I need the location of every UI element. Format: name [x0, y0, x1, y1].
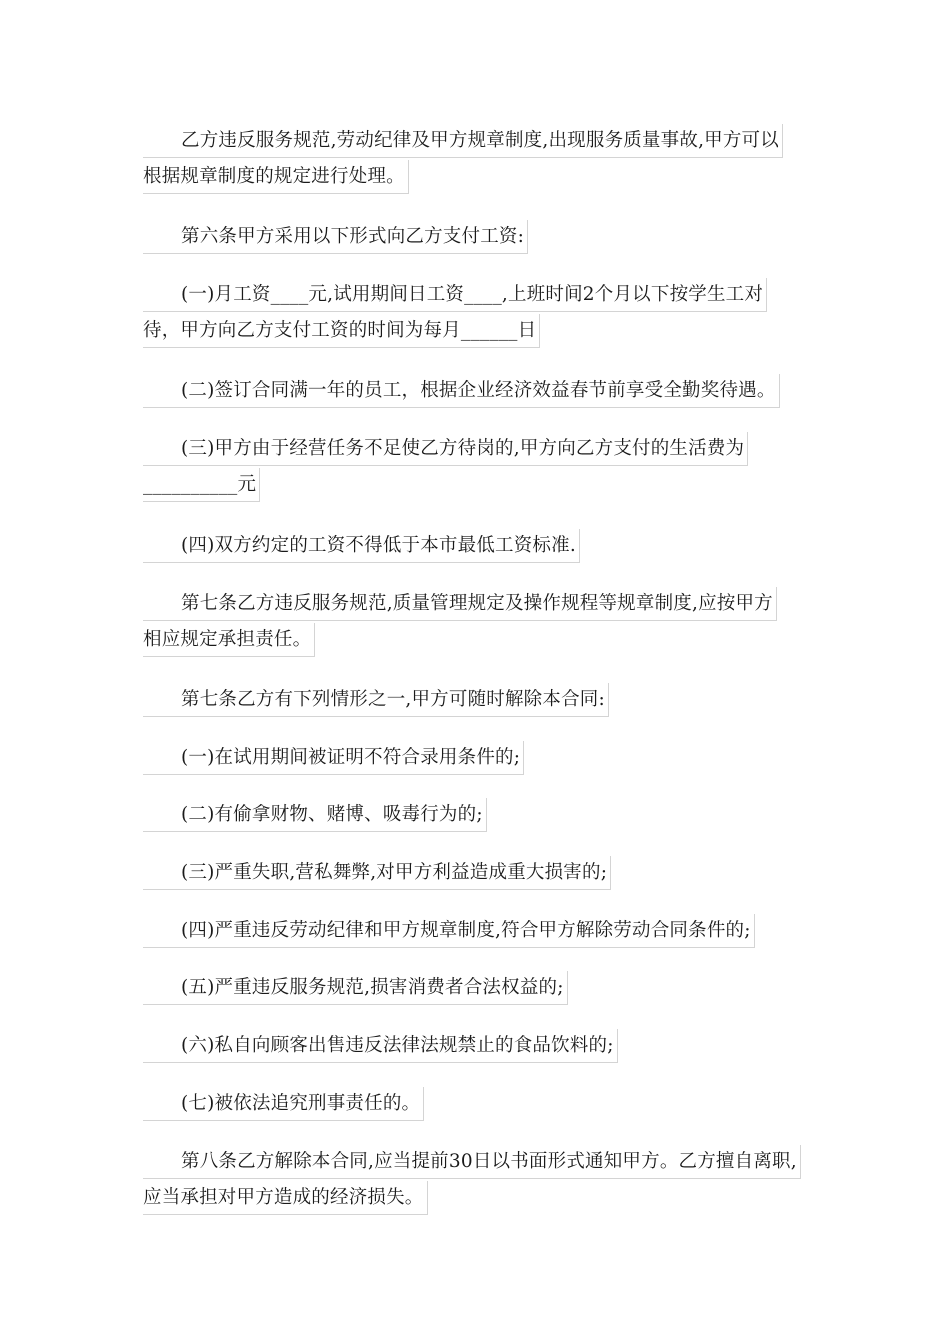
- paragraph-line: (一)在试用期间被证明不符合录用条件的;: [143, 741, 524, 775]
- paragraph-item-4: [143, 913, 813, 949]
- paragraph-item-7: [143, 1086, 813, 1122]
- paragraph-line: 第七条乙方有下列情形之一,甲方可随时解除本合同:: [143, 683, 609, 717]
- paragraph-item-2: [143, 797, 813, 833]
- paragraph-item-6: [143, 1028, 813, 1064]
- paragraph-item-1: [143, 740, 813, 776]
- paragraph-monthly-wage: [143, 277, 813, 349]
- paragraph-article-7-termination-heading: [143, 682, 813, 718]
- paragraph-line: 应当承担对甲方造成的经济损失。: [143, 1181, 428, 1215]
- paragraph-line: (三)甲方由于经营任务不足使乙方待岗的,甲方向乙方支付的生活费为: [143, 432, 748, 466]
- paragraph-line: (四)双方约定的工资不得低于本市最低工资标准.: [143, 529, 580, 563]
- paragraph-line: (二)有偷拿财物、赌博、吸毒行为的;: [143, 798, 487, 832]
- paragraph-attendance-bonus: [143, 373, 813, 409]
- paragraph-line: (七)被依法追究刑事责任的。: [143, 1087, 424, 1121]
- paragraph-minimum-wage: [143, 528, 813, 564]
- paragraph-line: 相应规定承担责任。: [143, 623, 315, 657]
- paragraph-article-7-liability: [143, 586, 813, 658]
- paragraph-item-5: [143, 970, 813, 1006]
- paragraph-line: (五)严重违反服务规范,损害消费者合法权益的;: [143, 971, 568, 1005]
- paragraph-line: (一)月工资____元,试用期间日工资____,上班时间2个月以下按学生工对: [143, 278, 767, 312]
- paragraph-line: 第六条甲方采用以下形式向乙方支付工资:: [143, 220, 528, 254]
- paragraph-line: (六)私自向顾客出售违反法律法规禁止的食品饮料的;: [143, 1029, 618, 1063]
- paragraph-line: (三)严重失职,营私舞弊,对甲方利益造成重大损害的;: [143, 856, 611, 890]
- paragraph-line: 根据规章制度的规定进行处理。: [143, 160, 409, 194]
- paragraph-line: 待，甲方向乙方支付工资的时间为每月______日: [143, 314, 540, 348]
- paragraph-service-violation: [143, 123, 813, 195]
- paragraph-standby-allowance: [143, 431, 813, 503]
- paragraph-line: __________元: [143, 468, 260, 502]
- paragraph-article-8: [143, 1144, 813, 1216]
- paragraph-line: 第八条乙方解除本合同,应当提前30日以书面形式通知甲方。乙方擅自离职,: [143, 1145, 801, 1179]
- paragraph-line: (四)严重违反劳动纪律和甲方规章制度,符合甲方解除劳动合同条件的;: [143, 914, 755, 948]
- paragraph-item-3: [143, 855, 813, 891]
- paragraph-line: 第七条乙方违反服务规范,质量管理规定及操作规程等规章制度,应按甲方: [143, 587, 777, 621]
- paragraph-line: (二)签订合同满一年的员工，根据企业经济效益春节前享受全勤奖待遇。: [143, 374, 780, 408]
- paragraph-line: 乙方违反服务规范,劳动纪律及甲方规章制度,出现服务质量事故,甲方可以: [143, 124, 783, 158]
- paragraph-article-6-heading: [143, 219, 813, 255]
